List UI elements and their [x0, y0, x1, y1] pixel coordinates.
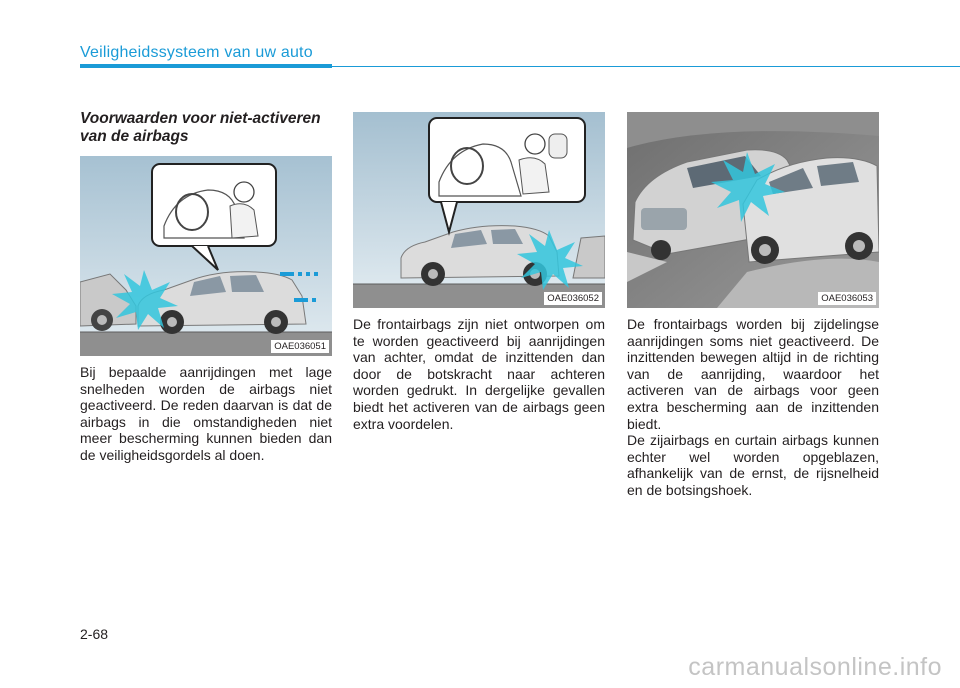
paragraph-side-curtain-airbags: De zijairbags en curtain airbags kunnen echter wel worden opgeblazen, afhankelijk van de ernst, de rijsnelheid en de botsingshoek. — [627, 432, 879, 498]
header-rule — [332, 66, 960, 67]
subheading: Voorwaarden voor niet-activeren van de airbags — [80, 110, 321, 145]
watermark: carmanualsonline.info — [688, 653, 942, 681]
paragraph-low-speed: Bij bepaalde aanrijdingen met lage snelheden worden de airbags niet geactiveerd. De reden daarvan is dat de airbags in die omstandigheden niet meer bescherming kunnen bieden dan de veiligheidsgordels al doen. — [80, 364, 332, 463]
rear-impact-illustration — [353, 112, 605, 308]
low-speed-collision-illustration — [80, 156, 332, 356]
section-title: Veiligheidssysteem van uw auto — [80, 44, 313, 61]
figure-code: OAE036051 — [271, 340, 329, 353]
figure-rear-impact — [353, 112, 605, 308]
figure-code: OAE036052 — [544, 292, 602, 305]
side-impact-illustration — [627, 112, 879, 308]
header-accent-bar — [80, 64, 332, 68]
paragraph-rear-impact: De frontairbags zijn niet ontworpen om te worden geactiveerd bij aanrijdingen van achter, omdat de inzittenden dan door de botskracht naar achteren worden gedrukt. In dergelijke gevallen biedt het activeren van de airbags geen extra voordelen. — [353, 316, 605, 432]
paragraph-side-impact: De frontairbags worden bij zijdelingse aanrijdingen soms niet geactiveerd. De inzittenden bewegen altijd in de richting van de aanrijding, waardoor het activeren van de airbags voor geen extra bescherming aan de inzittenden biedt. — [627, 316, 879, 432]
figure-side-impact — [627, 112, 879, 308]
page-number: 2-68 — [80, 626, 109, 642]
figure-low-speed-collision — [80, 156, 332, 356]
figure-code: OAE036053 — [818, 292, 876, 305]
